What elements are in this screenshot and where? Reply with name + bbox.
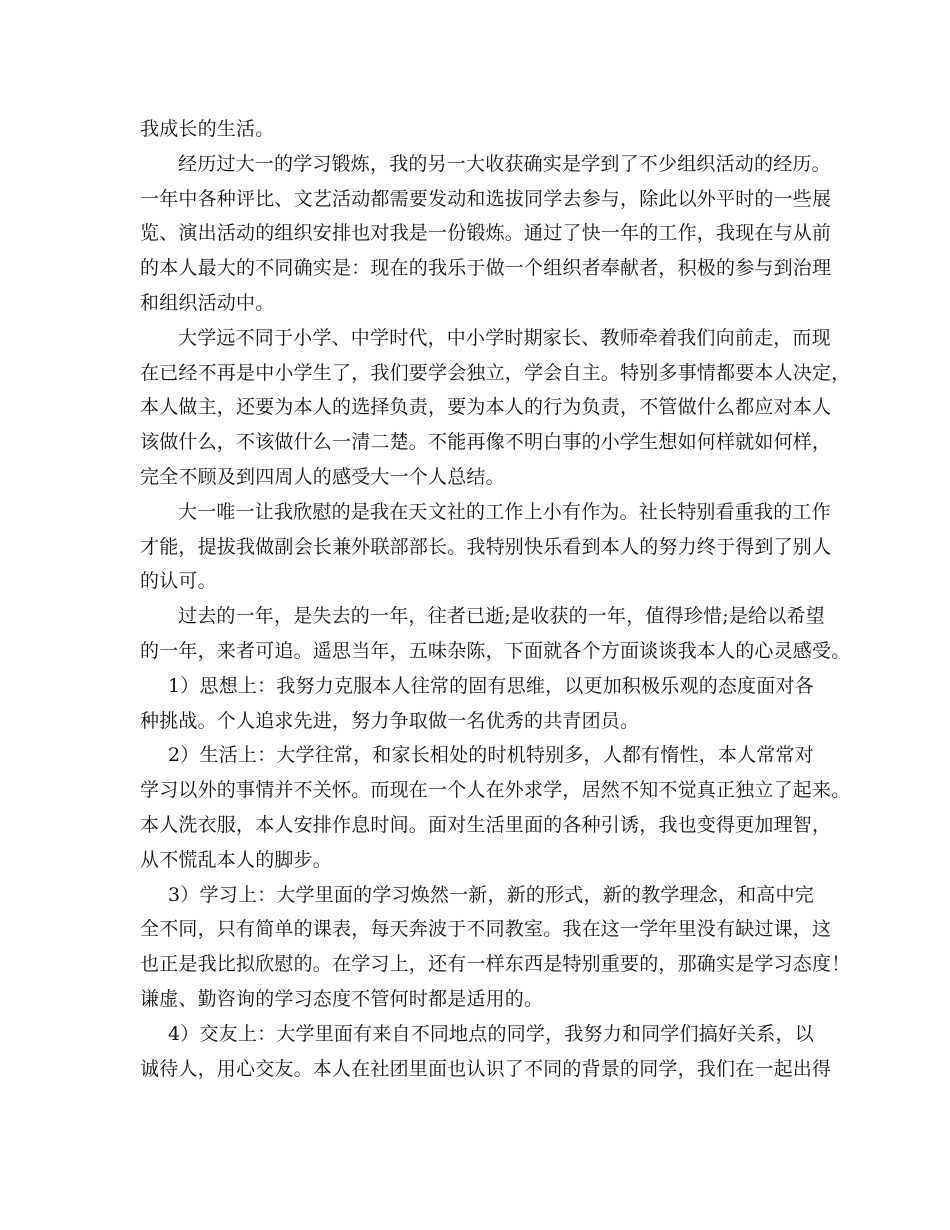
text-line: 学习以外的事情并不关怀。而现在一个人在外求学，居然不知不觉真正独立了起来。 (140, 779, 851, 802)
text-line: 我成长的生活。 (140, 118, 275, 140)
paragraph-first-line: 过去的一年，是失去的一年，往者已逝;是收获的一年，值得珍惜;是给以希望 (178, 605, 825, 628)
text-line: 完全不顾及到四周人的感受大一个人总结。 (140, 465, 505, 488)
document-body (140, 116, 851, 1090)
text-line: 一年中各种评比、文艺活动都需要发动和选拔同学去参与，除此以外平时的一些展 (140, 187, 832, 210)
text-line: 诚待人，用心交友。本人在社团里面也认识了不同的背景的同学，我们在一起出得 (140, 1057, 832, 1080)
paragraph-first-line: 4）交友上：大学里面有来自不同地点的同学，我努力和同学们搞好关系，以 (168, 1022, 814, 1045)
text-line: 本人做主，还要为本人的选择负责，要为本人的行为负责，不管做什么都应对本人 (140, 396, 832, 419)
text-line: 也正是我比拟欣慰的。在学习上，还有一样东西是特别重要的，那确实是学习态度！ (140, 953, 851, 976)
paragraph-first-line: 2）生活上：大学往常，和家长相处的时机特别多，人都有惰性，本人常常对 (168, 744, 814, 767)
text-line: 种挑战。个人追求先进，努力争取做一名优秀的共青团员。 (140, 709, 640, 732)
paragraph-first-line: 大一唯一让我欣慰的是我在天文社的工作上小有作为。社长特别看重我的工作 (178, 500, 831, 523)
paragraph-first-line: 3）学习上：大学里面的学习焕然一新，新的形式，新的教学理念，和高中完 (168, 883, 814, 906)
text-line: 和组织活动中。 (140, 291, 275, 314)
text-line: 在已经不再是中小学生了，我们要学会独立，学会自主。特别多事情都要本人决定， (140, 361, 851, 384)
text-line: 全不同，只有简单的课表，每天奔波于不同教室。我在这一学年里没有缺过课，这 (140, 918, 832, 941)
text-line: 该做什么，不该做什么一清二楚。不能再像不明白事的小学生想如何样就如何样， (140, 431, 832, 454)
paragraph-first-line: 经历过大一的学习锻炼，我的另一大收获确实是学到了不少组织活动的经历。 (178, 152, 831, 175)
text-line: 从不慌乱本人的脚步。 (140, 848, 333, 871)
text-line: 本人洗衣服，本人安排作息时间。面对生活里面的各种引诱，我也变得更加理智， (140, 813, 832, 836)
text-line: 才能，提拔我做副会长兼外联部部长。我特别快乐看到本人的努力终于得到了别人 (140, 535, 832, 558)
text-line: 的认可。 (140, 570, 217, 593)
paragraph-first-line: 1）思想上：我努力克服本人往常的固有思维，以更加积极乐观的态度面对各 (168, 674, 814, 697)
text-line: 的一年，来者可追。遥思当年，五味杂陈，下面就各个方面谈谈我本人的心灵感受。 (140, 639, 851, 662)
text-line: 谦虚、勤咨询的学习态度不管何时都是适用的。 (140, 987, 544, 1010)
text-line: 的本人最大的不同确实是：现在的我乐于做一个组织者奉献者，积极的参与到治理 (140, 257, 832, 280)
text-line: 览、演出活动的组织安排也对我是一份锻炼。通过了快一年的工作，我现在与从前 (140, 222, 832, 245)
paragraph-first-line: 大学远不同于小学、中学时代，中小学时期家长、教师牵着我们向前走，而现 (178, 326, 831, 349)
